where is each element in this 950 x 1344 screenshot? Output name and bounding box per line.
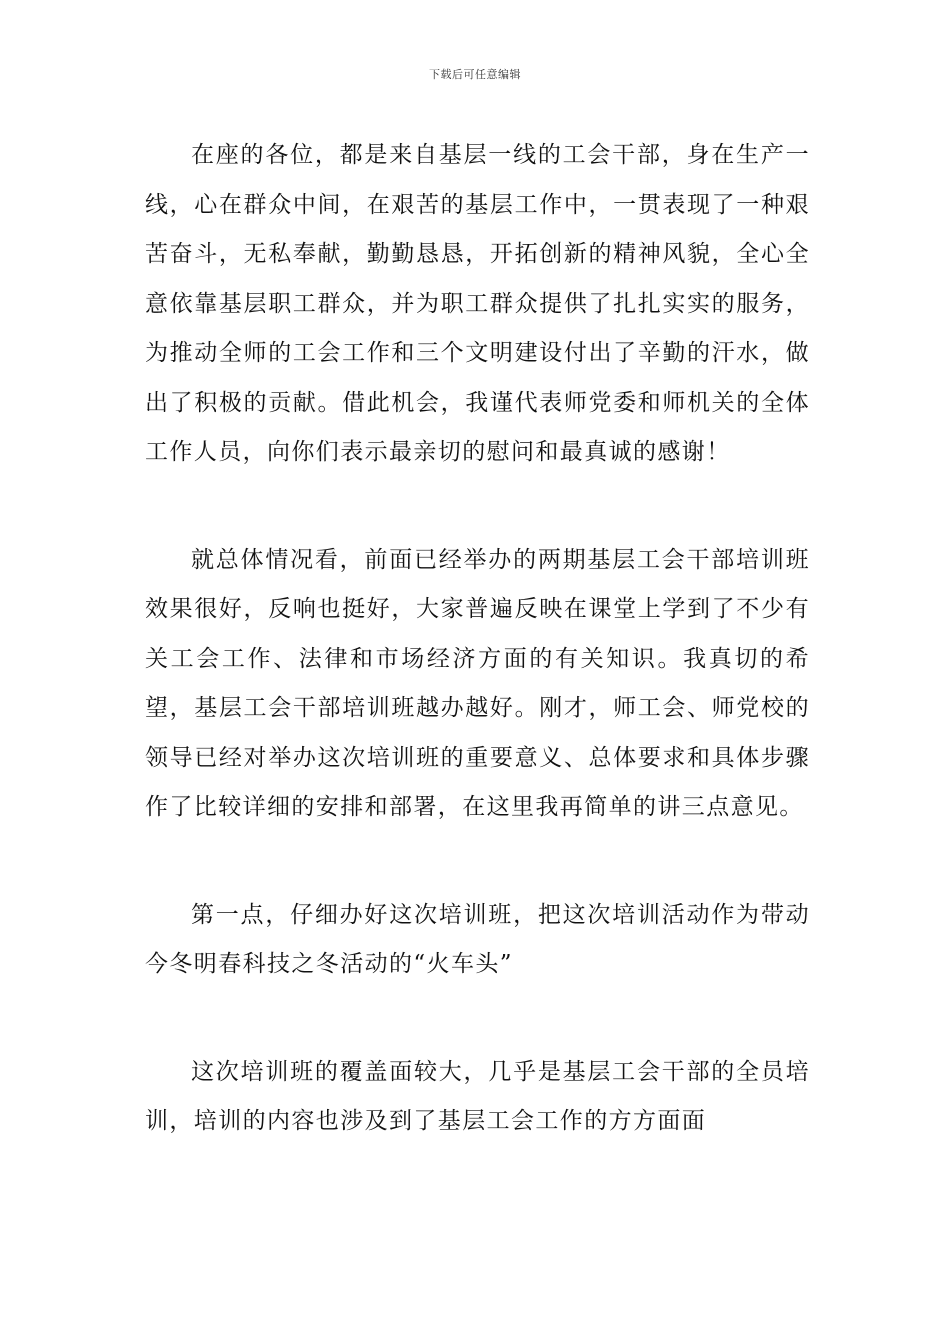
- paragraph-4: 这次培训班的覆盖面较大，几乎是基层工会干部的全员培训，培训的内容也涉及到了基层工会工作的方方面面: [145, 1058, 810, 1134]
- page-header: 下载后可任意编辑: [429, 68, 521, 81]
- document-body: [145, 131, 810, 1205]
- paragraph-3: 第一点，仔细办好这次培训班，把这次培训活动作为带动今冬明春科技之冬活动的“火车头”: [145, 901, 810, 977]
- paragraph-1: 在座的各位，都是来自基层一线的工会干部，身在生产一线，心在群众中间，在艰苦的基层工作中，一贯表现了一种艰苦奋斗，无私奉献，勤勤恳恳，开拓创新的精神风貌，全心全意依靠基层职工群众，并为职工群众提供了扎扎实实的服务，为推动全师的工会工作和三个文明建设付出了辛勤的汗水，做出了积极的贡献。借此机会，我谨代表师党委和师机关的全体工作人员，向你们表示最亲切的慰问和最真诚的感谢！: [145, 142, 810, 465]
- paragraph-2: 就总体情况看，前面已经举办的两期基层工会干部培训班效果很好，反响也挺好，大家普遍反映在课堂上学到了不少有关工会工作、法律和市场经济方面的有关知识。我真切的希望，基层工会干部培训班越办越好。刚才，师工会、师党校的领导已经对举办这次培训班的重要意义、总体要求和具体步骤作了比较详细的安排和部署，在这里我再简单的讲三点意见。: [145, 546, 810, 820]
